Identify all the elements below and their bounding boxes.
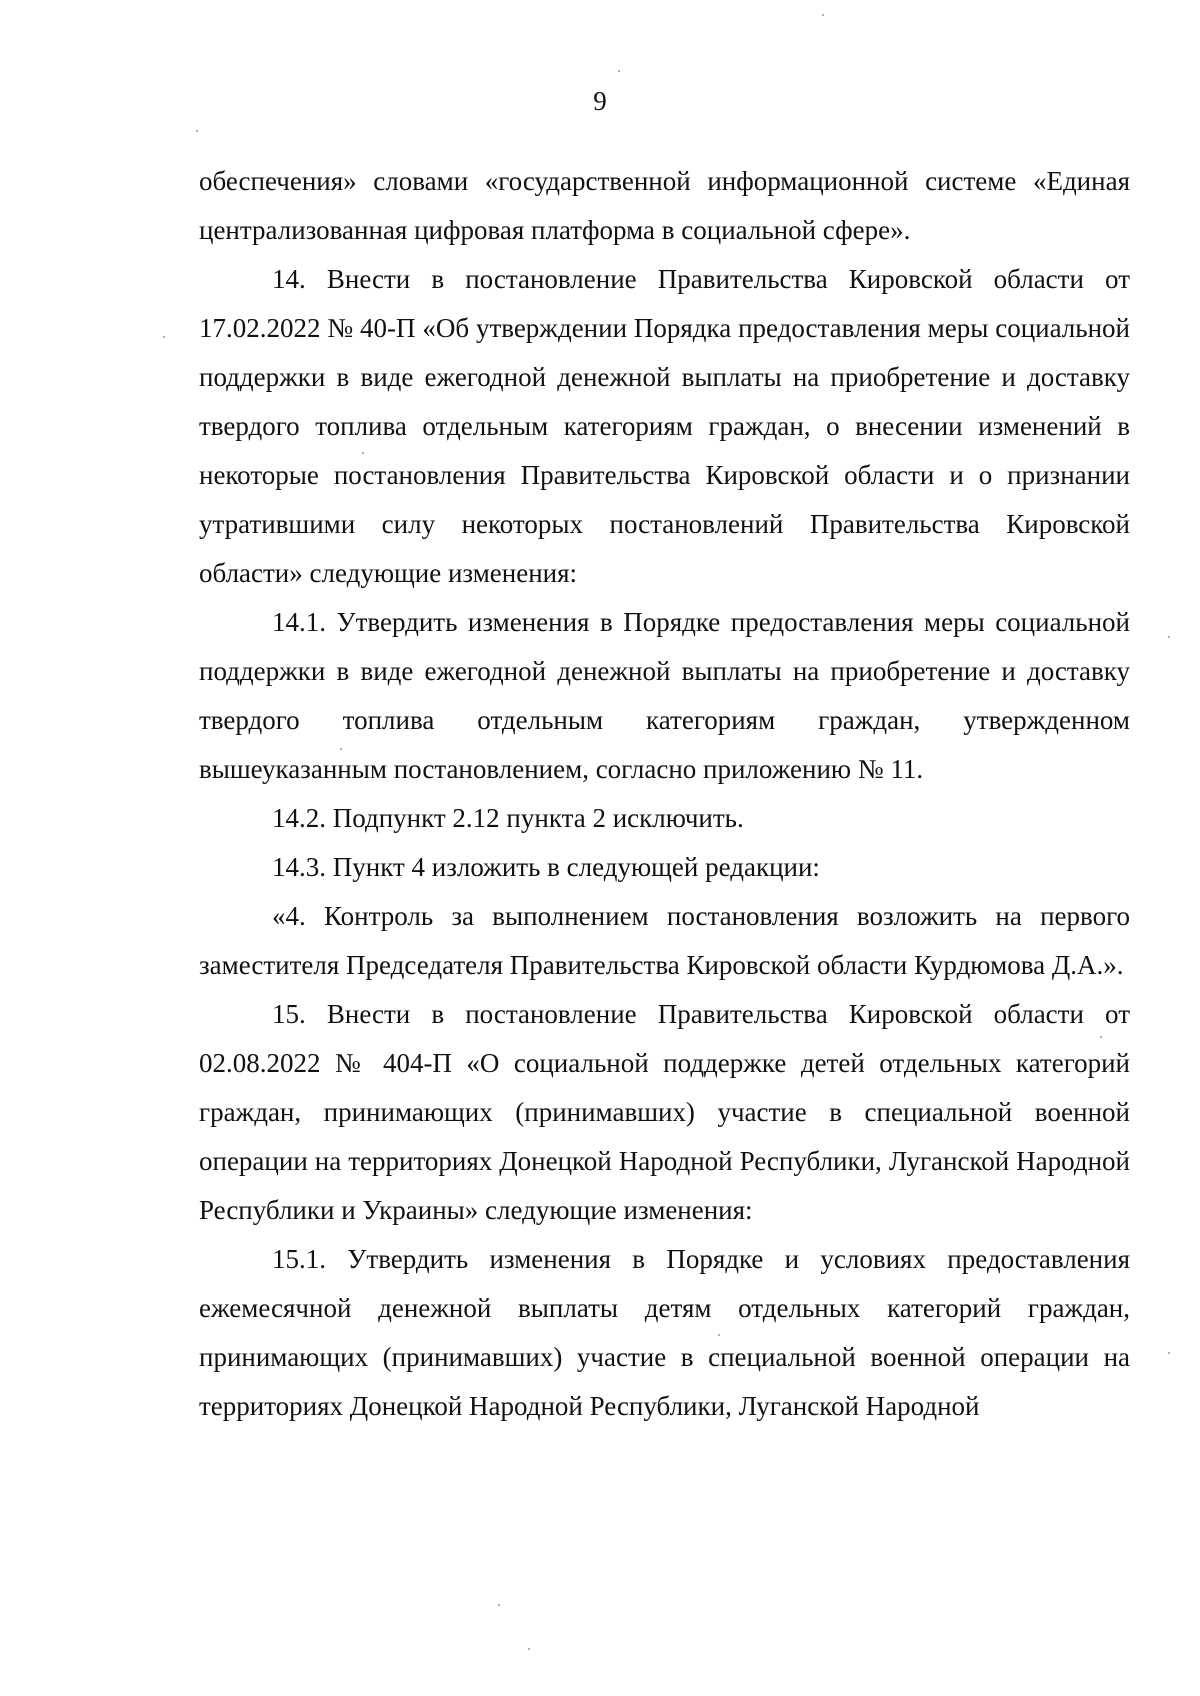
scan-speck — [822, 14, 824, 16]
paragraph-quoted-item-4: «4. Контроль за выполнением постановления возложить на первого заместителя Председателя Правительства Кировской области Курдюмова Д.А.». — [199, 901, 1130, 980]
scan-speck — [340, 748, 342, 750]
paragraph-item-15-1: 15.1. Утвердить изменения в Порядке и условиях предоставления ежемесячной денежной выплаты детям отдельных категорий граждан, принимающих (принимавших) участие в специальной военной операции на территориях Донецкой Народной Республики, Луганской Народной — [199, 1244, 1130, 1421]
page-number: 9 — [593, 86, 607, 116]
scan-speck — [163, 336, 165, 338]
scan-speck — [196, 130, 198, 132]
scan-speck — [362, 452, 364, 454]
paragraph-item-14: 14. Внести в постановление Правительства Кировской области от 17.02.2022 № 40-П «Об утверждении Порядка предоставления меры социальной поддержки в виде ежегодной денежной выплаты на приобретение и доставку твердого топлива отдельным категориям граждан, о внесении изменений в некоторые постановления Правительства Кировской области и о признании утратившими силу некоторых постановлений Правительства Кировской области» следующие изменения: — [199, 264, 1130, 588]
scan-speck — [718, 1334, 720, 1336]
paragraph-continuation: обеспечения» словами «государственной информационной системе «Единая централизованная цифровая платформа в социальной сфере». — [199, 166, 1130, 245]
scan-speck — [1100, 1036, 1102, 1038]
scan-speck — [528, 1648, 530, 1650]
scan-speck — [1168, 1352, 1170, 1354]
paragraph-item-15: 15. Внести в постановление Правительства Кировской области от 02.08.2022 № 404-П «О социальной поддержке детей отдельных категорий граждан, принимающих (принимавших) участие в специальной военной операции на территориях Донецкой Народной Республики, Луганской Народной Республики и Украины» следующие изменения: — [199, 999, 1130, 1225]
paragraph-item-14-2: 14.2. Подпункт 2.12 пункта 2 исключить. — [272, 803, 744, 833]
scan-speck — [1168, 636, 1170, 638]
scan-speck — [618, 70, 620, 72]
paragraph-item-14-3: 14.3. Пункт 4 изложить в следующей редакции: — [272, 852, 820, 882]
paragraph-item-14-1: 14.1. Утвердить изменения в Порядке предоставления меры социальной поддержки в виде ежегодной денежной выплаты на приобретение и доставку твердого топлива отдельным категориям граждан, утвержденном вышеуказанным постановлением, согласно приложению № 11. — [199, 607, 1130, 784]
document-body — [199, 157, 1130, 1431]
scan-speck — [498, 1604, 500, 1606]
